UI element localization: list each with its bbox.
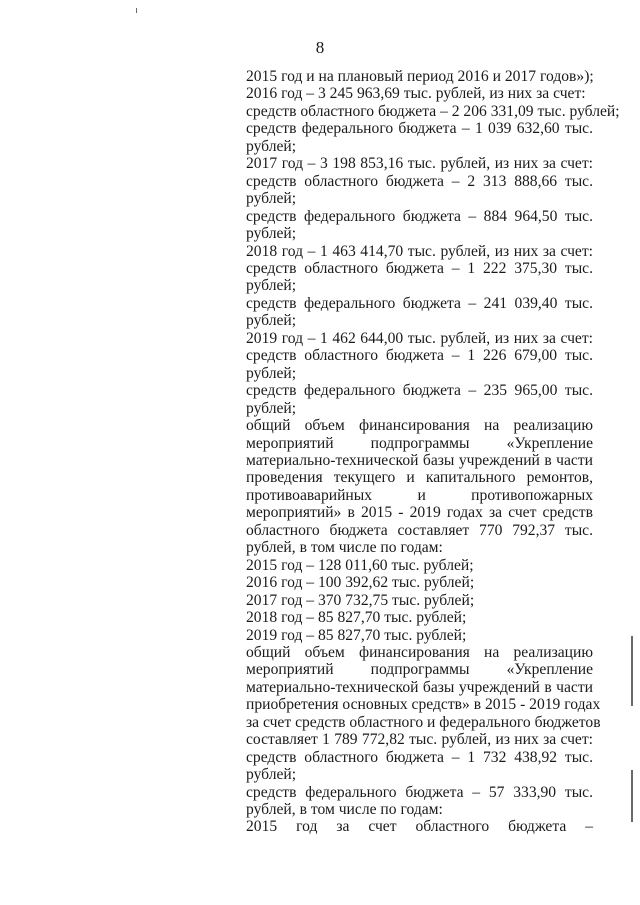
text-line: мероприятий подпрограммы «Укрепление	[246, 434, 593, 452]
text-line: рублей;	[246, 312, 297, 330]
scan-mark	[631, 770, 633, 822]
scan-mark	[136, 8, 137, 13]
page-number: 8	[315, 38, 325, 57]
text-line: составляет 1 789 772,82 тыс. рублей, из них за счет:	[246, 731, 593, 749]
text-line: 2015 год – 128 011,60 тыс. рублей;	[246, 556, 474, 574]
text-line: приобретения основных средств» в 2015 - 2019 годах	[246, 696, 601, 714]
text-line: мероприятий подпрограммы «Укрепление	[246, 661, 593, 679]
text-line: рублей;	[246, 277, 297, 295]
text-line: рублей, в том числе по годам:	[246, 539, 443, 557]
text-line: рублей;	[246, 399, 297, 417]
text-line: средств федерального бюджета – 1 039 632,60 тыс.	[246, 120, 593, 138]
text-line: 2017 год – 3 198 853,16 тыс. рублей, из них за счет:	[246, 155, 593, 173]
text-line: проведения текущего и капитального ремонтов,	[246, 469, 593, 487]
text-line: 2016 год – 3 245 963,69 тыс. рублей, из них за счет:	[246, 85, 586, 103]
text-line: 2019 год – 85 827,70 тыс. рублей;	[246, 626, 467, 644]
text-line: средств областного бюджета – 1 732 438,92 тыс.	[246, 748, 593, 766]
text-line: рублей;	[246, 225, 297, 243]
text-line: 2018 год – 85 827,70 тыс. рублей;	[246, 609, 467, 627]
text-line: за счет средств областного и федерального бюджетов	[246, 713, 601, 731]
text-line: 2019 год – 1 462 644,00 тыс. рублей, из них за счет:	[246, 329, 593, 347]
text-line: рублей;	[246, 190, 297, 208]
text-line: 2018 год – 1 463 414,70 тыс. рублей, из них за счет:	[246, 242, 593, 260]
text-line: 2015 год за счет областного бюджета –	[246, 818, 593, 836]
text-line: средств федерального бюджета – 884 964,50 тыс.	[246, 207, 593, 225]
text-line: общий объем финансирования на реализацию	[246, 643, 593, 661]
text-line: противоаварийных и противопожарных	[246, 486, 593, 504]
text-line: 2017 год – 370 732,75 тыс. рублей;	[246, 591, 475, 609]
document-body	[246, 68, 620, 836]
text-line: рублей;	[246, 137, 297, 155]
text-line: рублей;	[246, 766, 297, 784]
text-line: средств областного бюджета – 1 222 375,30 тыс.	[246, 259, 593, 277]
text-line: материально-технической базы учреждений в части	[246, 678, 593, 696]
text-line: средств федерального бюджета – 57 333,90 тыс.	[246, 783, 593, 801]
text-line: средств федерального бюджета – 235 965,00 тыс.	[246, 382, 593, 400]
text-line: рублей;	[246, 364, 297, 382]
text-line: 2015 год и на плановый период 2016 и 2017 годов»);	[246, 68, 594, 85]
scan-mark	[631, 636, 633, 706]
text-line: средств областного бюджета – 2 206 331,09 тыс. рублей;	[246, 102, 620, 120]
text-line: средств областного бюджета – 2 313 888,66 тыс.	[246, 172, 593, 190]
text-line: средств областного бюджета – 1 226 679,00 тыс.	[246, 347, 593, 365]
text-line: общий объем финансирования на реализацию	[246, 417, 593, 435]
text-line: материально-технической базы учреждений в части	[246, 451, 593, 469]
text-line: средств федерального бюджета – 241 039,40 тыс.	[246, 294, 593, 312]
text-line: рублей, в том числе по годам:	[246, 801, 443, 819]
text-line: 2016 год – 100 392,62 тыс. рублей;	[246, 574, 475, 592]
text-line: мероприятий» в 2015 - 2019 годах за счет средств	[246, 504, 593, 522]
text-line: областного бюджета составляет 770 792,37 тыс.	[246, 521, 593, 539]
